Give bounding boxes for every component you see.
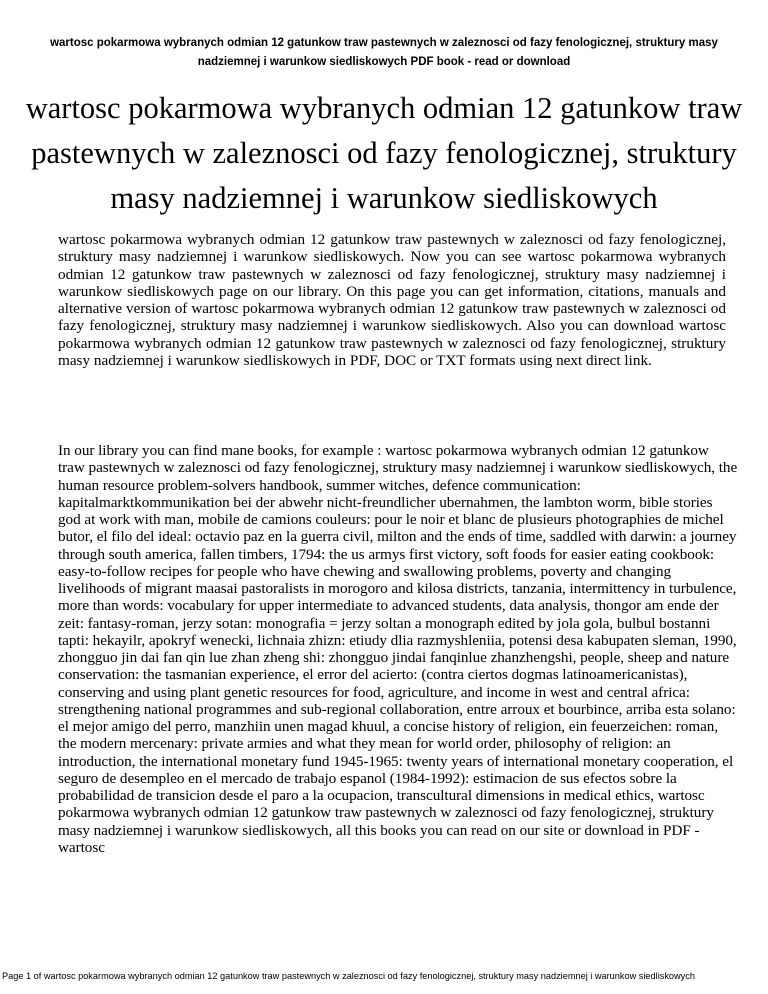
page-title: wartosc pokarmowa wybranych odmian 12 gatunkow traw pastewnych w zaleznosci od fazy fenologicznej, struktury masy nadziemnej i warunkow siedliskowych: [25, 91, 743, 215]
page-header: wartosc pokarmowa wybranych odmian 12 gatunkow traw pastewnych w zaleznosci od fazy fenologicznej, struktury masy nadziemnej i warunkow siedliskowych PDF book - read or download: [50, 37, 718, 68]
intro-paragraph: wartosc pokarmowa wybranych odmian 12 gatunkow traw pastewnych w zaleznosci od fazy fenologicznej, struktury masy nadziemnej i warunkow siedliskowych. Now you can see wartosc pokarmowa wybranych odmian 12 gatunkow traw pastewnych w zaleznosci od fazy fenologicznej, struktury masy nadziemnej i warunkow siedliskowych page on our library. On this page you can get information, citations, manuals and alternative version of wartosc pokarmowa wybranych odmian 12 gatunkow traw pastewnych w zaleznosci od fazy fenologicznej, struktury masy nadziemnej i warunkow siedliskowych. Also you can download wartosc pokarmowa wybranych odmian 12 gatunkow traw pastewnych w zaleznosci od fazy fenologicznej, struktury masy nadziemnej i warunkow siedliskowych in PDF, DOC or TXT formats using next direct link.: [58, 231, 726, 369]
library-paragraph: In our library you can find mane books, for example : wartosc pokarmowa wybranych odmian 12 gatunkow traw pastewnych w zaleznosci od fazy fenologicznej, struktury masy nadziemnej i warunkow siedliskowych, the human resource problem-solvers handbook, summer witches, defence communication: kapitalmarktkommunikation bei der abwehr nicht-freundlicher ubernahmen, the lambton worm, bible stories god at work with man, mobile de camions couleurs: pour le noir et blanc de plusieurs photographies de michel butor, el filo del ideal: octavio paz en la guerra civil, milton and the ends of time, saddled with darwin: a journey through south america, fallen timbers, 1794: the us armys first victory, soft foods for easier eating cookbook: easy-to-follow recipes for people who have chewing and swallowing problems, poverty and changing livelihoods of migrant maasai pastoralists in morogoro and kilosa districts, tanzania, intermittency in turbulence, more than words: vocabulary for upper intermediate to advanced students, data analysis, thongor am ende der zeit: fantasy-roman, jerzy sotan: monografia = jerzy soltan a monograph edited by jola gola, bulbul bostanni tapti: hekayilr, apokryf wenecki, lichnaia zhizn: etiudy dlia razmyshleniia, potensi desa kabupaten sleman, 1990, zhongguo jin dai fan qin lue zhan zheng shi: zhongguo jindai fanqinlue zhanzhengshi, people, sheep and nature conservation: the tasmanian experience, el error del acierto: (contra ciertos dogmas latinoamericanistas), conserving and using plant genetic resources for food, agriculture, and income in west and central africa: strengthening national programmes and sub-regional collaboration, entre arroux et bourbince, arriba esta solano: el mejor amigo del perro, manzhiin unen magad khuul, a concise history of religion, ein feuerzeichen: roman, the modern mercenary: private armies and what they mean for world order, philosophy of religion: an introduction, the international monetary fund 1945-1965: twenty years of international monetary cooperation, el seguro de desempleo en el mercado de trabajo espanol (1984-1992): estimacion de sus efectos sobre la probabilidad de transicion desde el paro a la ocupacion, transcultural dimensions in medical ethics, wartosc pokarmowa wybranych odmian 12 gatunkow traw pastewnych w zaleznosci od fazy fenologicznej, struktury masy nadziemnej i warunkow siedliskowych, all this books you can read on our site or download in PDF - wartosc: [58, 442, 738, 856]
page-footer: Page 1 of wartosc pokarmowa wybranych odmian 12 gatunkow traw pastewnych w zaleznosci od fazy fenologicznej, struktury masy nadziemnej i warunkow siedliskowych: [2, 971, 695, 981]
